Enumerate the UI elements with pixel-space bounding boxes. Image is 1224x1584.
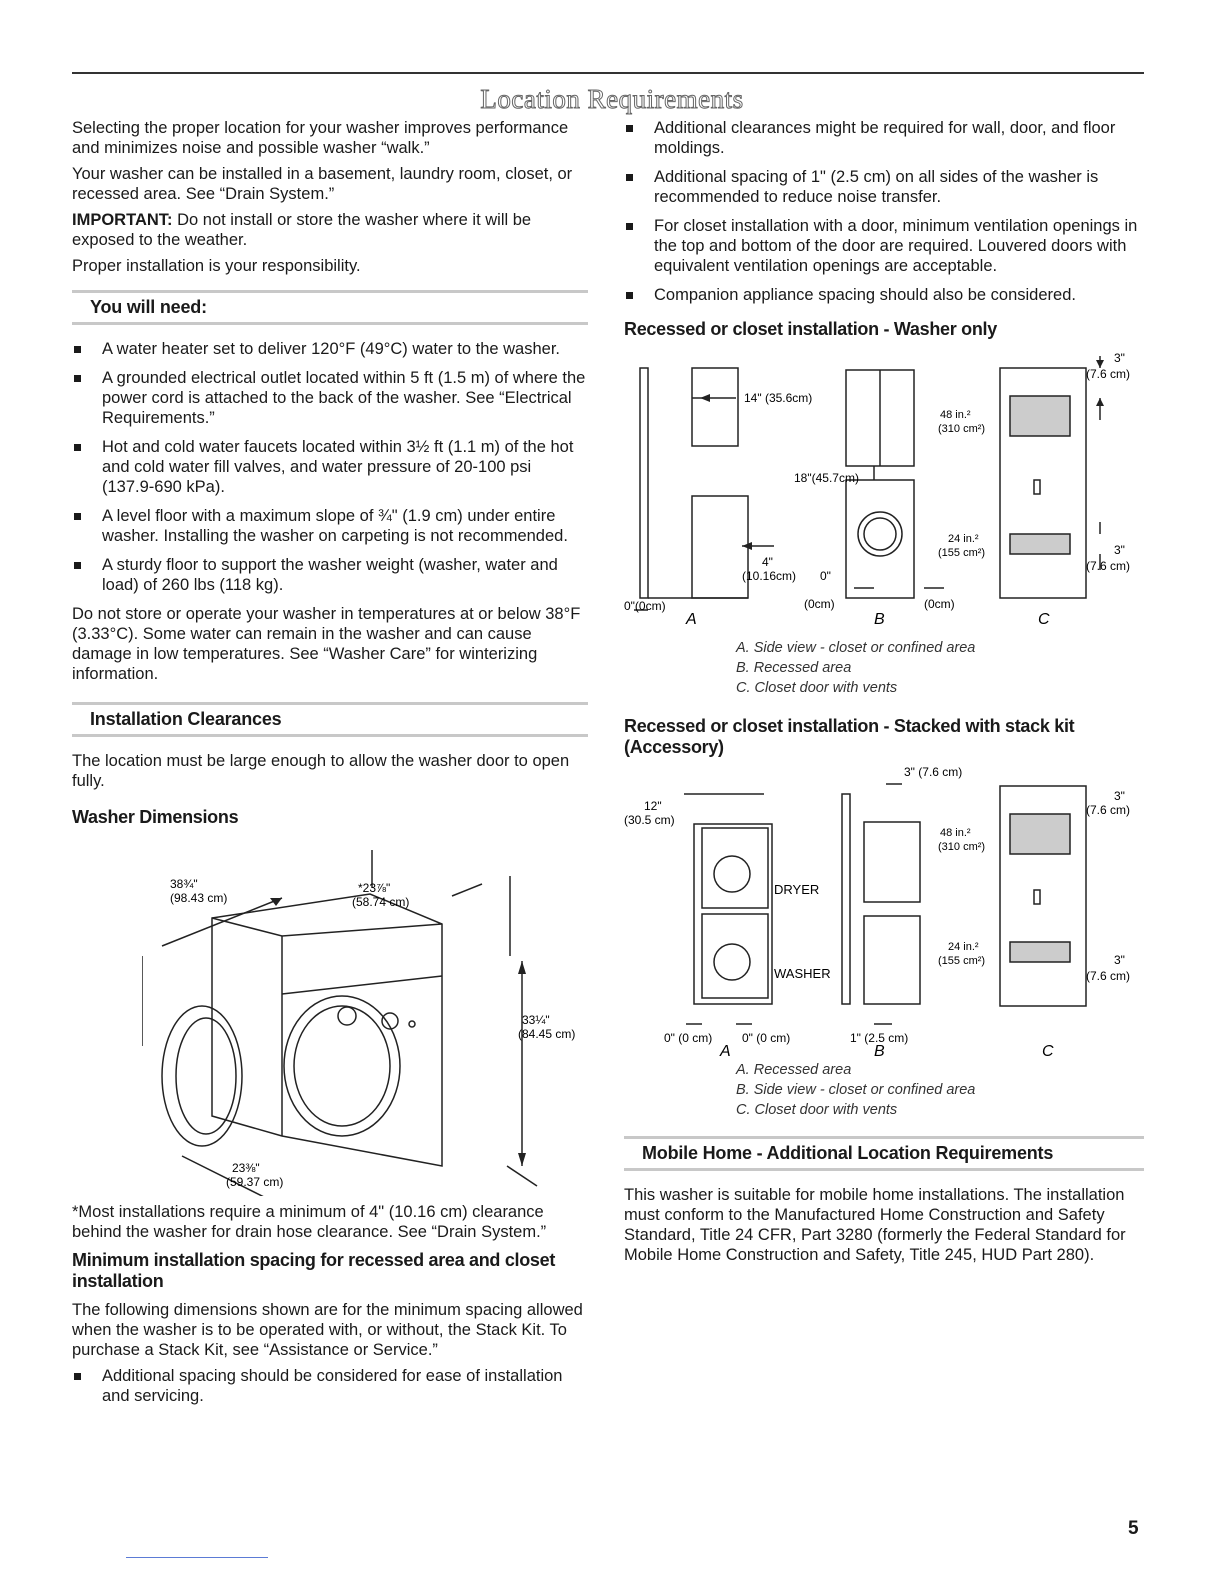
washer-only-heading: Recessed or closet installation - Washer only bbox=[624, 319, 997, 339]
page-title: Location Requirements bbox=[480, 84, 744, 114]
washer-dimensions-diagram bbox=[142, 836, 582, 1196]
bullet-icon bbox=[74, 1373, 81, 1380]
dim-3-top-label: 3" (7.6 cm) bbox=[904, 766, 963, 779]
list-item: A grounded electrical outlet located within 5 ft (1.5 m) of where the power cord is attached to the back of the washer. See “Electrical Requirements.” bbox=[72, 368, 588, 428]
bullet-icon bbox=[74, 562, 81, 569]
fig2-caption: B. Side view - closet or confined area bbox=[736, 1082, 976, 1098]
dim-12cm-label: (30.5 cm) bbox=[624, 813, 675, 827]
list-item: A water heater set to deliver 120°F (49°C) water to the washer. bbox=[72, 339, 588, 359]
bullet-icon bbox=[626, 292, 633, 299]
needs-list bbox=[72, 339, 588, 595]
dim-0cm-right-label: (0cm) bbox=[924, 597, 955, 611]
side-inches-label: 23⅜" bbox=[232, 1161, 260, 1175]
dim-0-label: 0" bbox=[820, 569, 831, 583]
dim-1-label: 1" (2.5 cm) bbox=[850, 1031, 909, 1045]
vent-24-label: 24 in.² bbox=[948, 533, 979, 545]
height-inches-label: 33¼" bbox=[522, 1013, 550, 1027]
dim-3cm-label: (7.6 cm) bbox=[1086, 803, 1131, 817]
dim-3cm-bottom-label: (7.6 cm) bbox=[1086, 969, 1131, 983]
important-paragraph bbox=[72, 210, 588, 250]
important-label: IMPORTANT: bbox=[72, 211, 173, 229]
fig1-caption: A. Side view - closet or confined area bbox=[736, 640, 976, 656]
clearances-text: The location must be large enough to allow the washer door to open fully. bbox=[72, 752, 570, 790]
stacked-heading: Recessed or closet installation - Stacked with stack kit (Accessory) bbox=[624, 716, 1075, 757]
list-item: A level floor with a maximum slope of ¾" (1.9 cm) under entire washer. Installing the washer on carpeting is not recommended. bbox=[72, 506, 588, 546]
stacked-diagram bbox=[624, 766, 1144, 1056]
list-item: For closet installation with a door, minimum ventilation openings in the top and bottom of the door are required. Louvered doors with equivalent ventilation openings are acceptable. bbox=[624, 216, 1144, 276]
vent-24cm-label: (155 cm²) bbox=[938, 955, 986, 967]
depth-inches-label: 38¾" bbox=[170, 877, 198, 891]
width-inches-label: *23⅞" bbox=[358, 881, 391, 895]
bottom-rule bbox=[126, 1557, 268, 1558]
list-item: Hot and cold water faucets located within 3½ ft (1.1 m) of the hot and cold water fill valves, and water pressure of 20-100 psi (137.9-690 kPa). bbox=[72, 437, 588, 497]
clearance-bullets bbox=[624, 118, 1144, 305]
mobile-home-text: This washer is suitable for mobile home installations. The installation must conform to the Manufactured Home Construction and Safety Standard, Title 24 CFR, Part 3280 (formerly the Federal Standard for Mobile Home Construction and Safety, Title 245, HUD Part 280). bbox=[624, 1186, 1126, 1264]
bullet-icon bbox=[74, 375, 81, 382]
dim-3-top-label: 3" bbox=[1114, 351, 1125, 365]
top-rule bbox=[72, 72, 1144, 74]
list-item: Additional spacing should be considered for ease of installation and servicing. bbox=[72, 1366, 588, 1406]
dim-3-bottom-label: 3" bbox=[1114, 543, 1125, 557]
dim-4cm-label: (10.16cm) bbox=[742, 569, 797, 583]
dim-3-label: 3" bbox=[1114, 789, 1125, 803]
dim-0b-label: 0" (0 cm) bbox=[742, 1031, 791, 1045]
washer-dimensions-heading: Washer Dimensions bbox=[72, 807, 239, 827]
bullet-icon bbox=[626, 125, 633, 132]
fig1-caption: B. Recessed area bbox=[736, 660, 852, 676]
list-item: Additional clearances might be required for wall, door, and floor moldings. bbox=[624, 118, 1144, 158]
dim-18-label: 18"(45.7cm) bbox=[794, 471, 859, 485]
dim-14-label: 14" (35.6cm) bbox=[744, 391, 813, 405]
important-text: Do not install or store the washer where it will be exposed to the weather. bbox=[72, 211, 532, 249]
bullet-icon bbox=[74, 346, 81, 353]
bullet-icon bbox=[74, 444, 81, 451]
label-b: B bbox=[874, 611, 885, 628]
fig1-caption: C. Closet door with vents bbox=[736, 680, 898, 696]
dim-4-label: 4" bbox=[762, 555, 773, 569]
footnote: *Most installations require a minimum of 4" (10.16 cm) clearance behind the washer for drain hose clearance. See “Drain System.” bbox=[72, 1203, 547, 1241]
list-item: Additional spacing of 1" (2.5 cm) on all sides of the washer is recommended to reduce noise transfer. bbox=[624, 167, 1144, 207]
vent-48-label: 48 in.² bbox=[940, 827, 971, 839]
fig2-caption: A. Recessed area bbox=[736, 1062, 852, 1078]
vent-24cm-label: (155 cm²) bbox=[938, 547, 986, 559]
dim-12-label: 12" bbox=[644, 799, 662, 813]
label-c: C bbox=[1038, 611, 1050, 628]
dim-0a-label: 0" (0 cm) bbox=[664, 1031, 713, 1045]
list-item: Companion appliance spacing should also be considered. bbox=[624, 285, 1144, 305]
side-cm-label: (59.37 cm) bbox=[226, 1175, 284, 1189]
dim-0cm-label: (0cm) bbox=[804, 597, 835, 611]
intro-paragraph: Your washer can be installed in a basement, laundry room, closet, or recessed area. See “Drain System.” bbox=[72, 165, 573, 203]
vent-48cm-label: (310 cm²) bbox=[938, 841, 986, 853]
dim-3cm-top-label: (7.6 cm) bbox=[1086, 367, 1131, 381]
bullet-icon bbox=[626, 223, 633, 230]
washer-label: WASHER bbox=[774, 966, 831, 981]
width-cm-label: (58.74 cm) bbox=[352, 895, 410, 909]
bullet-icon bbox=[74, 513, 81, 520]
you-will-need-heading: You will need: bbox=[72, 290, 588, 325]
bullet-icon bbox=[626, 174, 633, 181]
label-b: B bbox=[874, 1043, 885, 1056]
label-c: C bbox=[1042, 1043, 1054, 1056]
dryer-label: DRYER bbox=[774, 882, 820, 897]
installation-clearances-heading: Installation Clearances bbox=[72, 702, 588, 737]
depth-cm-label: (98.43 cm) bbox=[170, 891, 228, 905]
intro-paragraph: Selecting the proper location for your washer improves performance and minimizes noise and possible washer “walk.” bbox=[72, 119, 569, 157]
min-spacing-text: The following dimensions shown are for the minimum spacing allowed when the washer is to be operated with, or without, the Stack Kit. To purchase a Stack Kit, see “Assistance or Service.” bbox=[72, 1301, 583, 1359]
washer-only-diagram bbox=[624, 348, 1144, 638]
page-number: 5 bbox=[1128, 1518, 1139, 1539]
height-cm-label: (84.45 cm) bbox=[518, 1027, 576, 1041]
vent-48-label: 48 in.² bbox=[940, 409, 971, 421]
min-spacing-heading: Minimum installation spacing for recessed area and closet installation bbox=[72, 1250, 556, 1291]
vent-48cm-label: (310 cm²) bbox=[938, 423, 986, 435]
list-item: A sturdy floor to support the washer weight (washer, water and load) of 260 lbs (118 kg). bbox=[72, 555, 588, 595]
min-spacing-list bbox=[72, 1366, 588, 1406]
responsibility-paragraph: Proper installation is your responsibility. bbox=[72, 257, 361, 275]
dim-3-bottom-label: 3" bbox=[1114, 953, 1125, 967]
right-column bbox=[624, 118, 1144, 1271]
mobile-home-heading: Mobile Home - Additional Location Requirements bbox=[624, 1136, 1144, 1171]
vent-24-label: 24 in.² bbox=[948, 941, 979, 953]
dim-0cm-left-label: 0"(0cm) bbox=[624, 599, 666, 613]
left-column bbox=[72, 118, 588, 1415]
label-a: A bbox=[720, 1043, 731, 1056]
temperature-note: Do not store or operate your washer in temperatures at or below 38°F (3.33°C). Some water can remain in the washer and can cause damage in low temperatures. See “Washer Care” for winterizing information. bbox=[72, 605, 581, 683]
dim-3cm-bottom-label: (7.6 cm) bbox=[1086, 559, 1131, 573]
fig2-caption: C. Closet door with vents bbox=[736, 1102, 898, 1118]
label-a: A bbox=[686, 611, 697, 628]
